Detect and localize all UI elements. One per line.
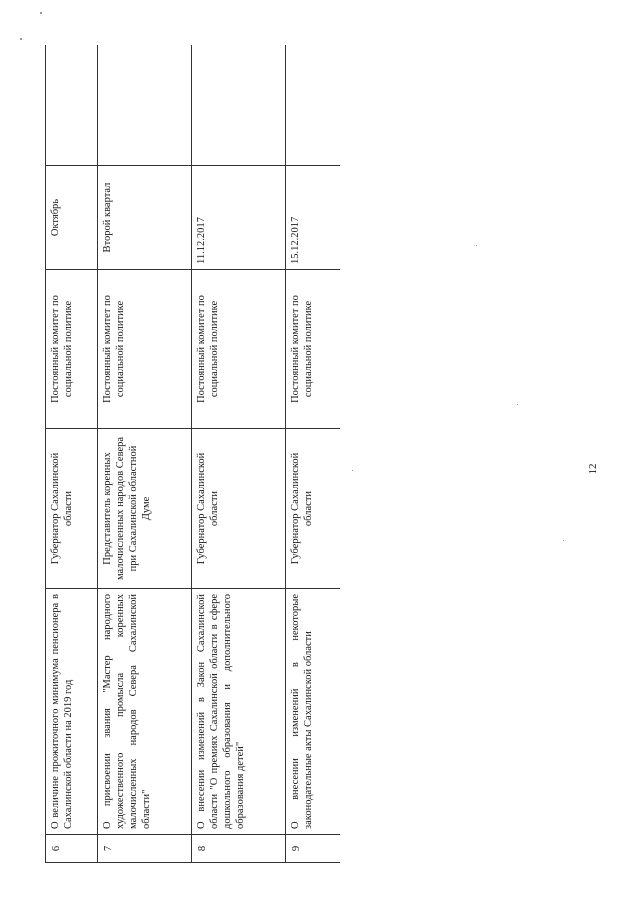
responsible-committee: Постоянный комитет по социальной политике <box>46 269 98 428</box>
row-number: 6 <box>46 834 98 862</box>
bill-title: О внесении изменений в некоторые законодательные акты Сахалинской области <box>286 588 340 834</box>
initiator: Губернатор Сахалинской области <box>192 428 286 588</box>
deadline: Октябрь <box>46 165 98 269</box>
initiator: Губернатор Сахалинской области <box>286 428 340 588</box>
scan-speck <box>563 540 564 541</box>
bill-title: О присвоении звания "Мастер народного художественного промысла коренных малочисленных народов Севера Сахалинской области" <box>98 588 192 834</box>
initiator: Представитель коренных малочисленных народов Севера при Сахалинской областной Думе <box>98 428 192 588</box>
note <box>286 45 340 165</box>
table-row <box>46 45 98 862</box>
scan-speck <box>352 470 353 471</box>
row-number: 9 <box>286 834 340 862</box>
deadline: Второй квартал <box>98 165 192 269</box>
legislation-plan-table <box>45 45 340 863</box>
note <box>98 45 192 165</box>
initiator: Губернатор Сахалинской области <box>46 428 98 588</box>
scan-speck <box>476 245 477 246</box>
scan-speck <box>40 12 42 14</box>
row-number: 7 <box>98 834 192 862</box>
table-area <box>45 45 340 863</box>
responsible-committee: Постоянный комитет по социальной политике <box>286 269 340 428</box>
table-row <box>98 45 192 862</box>
responsible-committee: Постоянный комитет по социальной политике <box>192 269 286 428</box>
scan-speck <box>517 404 518 405</box>
page-number: 12 <box>587 463 599 475</box>
deadline: 11.12.2017 <box>192 165 286 269</box>
deadline: 15.12.2017 <box>286 165 340 269</box>
scan-speck <box>20 38 22 40</box>
bill-title: О величине прожиточного минимума пенсионера в Сахалинской области на 2019 год <box>46 588 98 834</box>
note <box>192 45 286 165</box>
row-number: 8 <box>192 834 286 862</box>
table-row <box>192 45 286 862</box>
bill-title: О внесении изменений в Закон Сахалинской области "О премиях Сахалинской области в сфере дошкольного образования и дополнительного образования детей" <box>192 588 286 834</box>
note <box>46 45 98 165</box>
table-row <box>286 45 340 862</box>
responsible-committee: Постоянный комитет по социальной политике <box>98 269 192 428</box>
